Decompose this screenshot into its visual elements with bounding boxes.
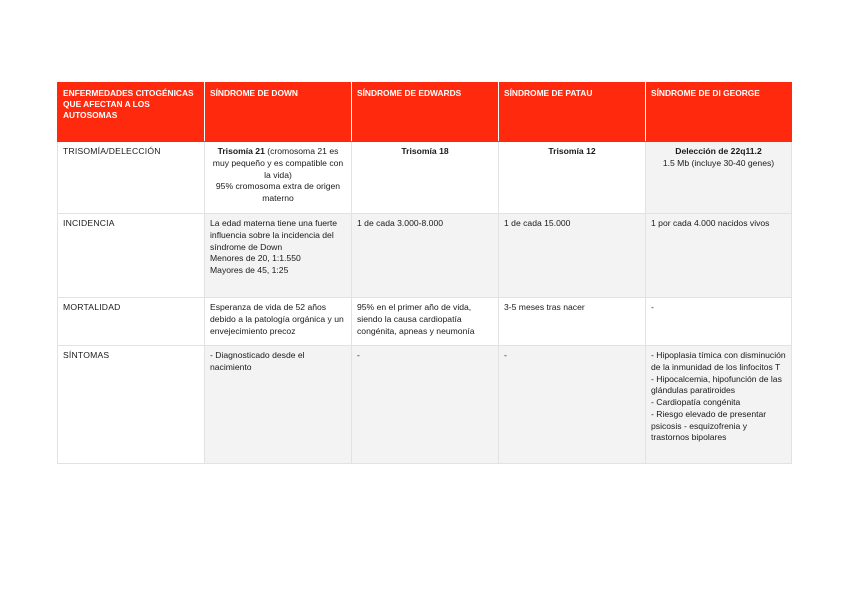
- cell-incidencia-down-line3: Mayores de 45, 1:25: [210, 265, 289, 276]
- cell-incidencia-digeorge: 1 por cada 4.000 nacidos vivos: [646, 214, 792, 298]
- cell-mortalidad-digeorge: -: [646, 298, 792, 346]
- table-row-incidencia: [58, 214, 792, 298]
- table-row-trisomia: [58, 142, 792, 214]
- header-down: SÍNDROME DE DOWN: [205, 83, 352, 142]
- row-label-trisomia: TRISOMÍA/DELECCIÓN: [58, 142, 205, 214]
- row-label-incidencia: INCIDENCIA: [58, 214, 205, 298]
- cell-sintomas-digeorge: [646, 346, 792, 464]
- cell-incidencia-patau: 1 de cada 15.000: [499, 214, 646, 298]
- cell-trisomia-patau: Trisomía 12: [499, 142, 646, 214]
- table-row-sintomas: [58, 346, 792, 464]
- cell-trisomia-down-rest: (cromosoma 21 es muy pequeño y es compatible con la vida): [212, 146, 344, 180]
- cell-sintomas-edwards: -: [352, 346, 499, 464]
- sintomas-digeorge-item: - Hipocalcemia, hipofunción de las glándulas paratiroides: [651, 373, 782, 396]
- cell-trisomia-down-line2: 95% cromosoma extra de origen materno: [215, 181, 341, 204]
- cell-sintomas-patau: -: [499, 346, 646, 464]
- cell-trisomia-edwards: Trisomía 18: [352, 142, 499, 214]
- cell-incidencia-down-line1: La edad materna tiene una fuerte influencia sobre la incidencia del síndrome de Down: [210, 218, 338, 252]
- cell-mortalidad-down: Esperanza de vida de 52 años debido a la patología orgánica y un envejecimiento precoz: [205, 298, 352, 346]
- cell-trisomia-down: [205, 142, 352, 214]
- cell-trisomia-down-bold: Trisomía 21: [217, 146, 265, 156]
- row-label-mortalidad: MORTALIDAD: [58, 298, 205, 346]
- cell-incidencia-edwards: 1 de cada 3.000-8.000: [352, 214, 499, 298]
- cell-trisomia-digeorge-line2: 1.5 Mb (incluye 30-40 genes): [662, 157, 775, 168]
- sintomas-digeorge-item: - Hipoplasia tímica con disminución de la inmunidad de los linfocitos T: [651, 350, 786, 372]
- header-digeorge: SÍNDROME DE DI GEORGE: [646, 83, 792, 142]
- header-patau: SÍNDROME DE PATAU: [499, 83, 646, 142]
- sintomas-digeorge-item: - Riesgo elevado de presentar psicosis - esquizofrenia y trastornos bipolares: [651, 408, 767, 443]
- cell-incidencia-down: [205, 214, 352, 298]
- table-header-row: [58, 83, 792, 142]
- cell-incidencia-down-line2: Menores de 20, 1:1.550: [210, 253, 301, 264]
- cell-trisomia-digeorge-line1: Delección de 22q11.2: [675, 146, 762, 156]
- cell-sintomas-down: - Diagnosticado desde el nacimiento: [205, 346, 352, 464]
- header-diseases: ENFERMEDADES CITOGÉNICAS QUE AFECTAN A LOS AUTOSOMAS: [58, 83, 205, 142]
- disease-comparison-table: [57, 82, 792, 464]
- header-edwards: SÍNDROME DE EDWARDS: [352, 83, 499, 142]
- cell-trisomia-digeorge: [646, 142, 792, 214]
- table-row-mortalidad: [58, 298, 792, 346]
- row-label-sintomas: SÍNTOMAS: [58, 346, 205, 464]
- cell-mortalidad-edwards: 95% en el primer año de vida, siendo la causa cardiopatía congénita, apneas y neumonía: [352, 298, 499, 346]
- cell-mortalidad-patau: 3-5 meses tras nacer: [499, 298, 646, 346]
- sintomas-digeorge-item: - Cardiopatía congénita: [651, 397, 741, 408]
